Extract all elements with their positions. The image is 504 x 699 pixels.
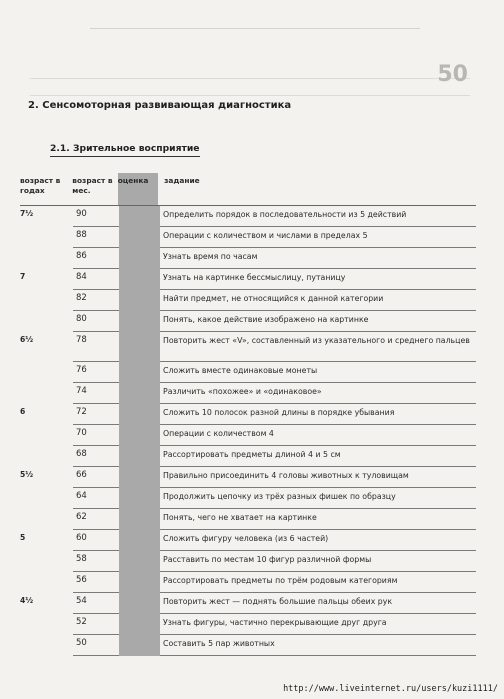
score-cell: [119, 311, 160, 332]
score-cell: [119, 530, 160, 551]
page-number: 50: [437, 62, 468, 87]
table-row: [20, 467, 476, 488]
months-cell: 90: [73, 206, 119, 227]
table-row: [20, 551, 476, 572]
section-title: 2. Сенсомоторная развивающая диагностика: [28, 100, 292, 111]
task-cell: Узнать на картинке бессмыслицу, путаницу: [160, 269, 476, 290]
score-cell: [119, 269, 160, 290]
table-row: [20, 269, 476, 290]
score-cell: [119, 614, 160, 635]
months-cell: 54: [73, 593, 119, 614]
header-task: задание: [164, 176, 200, 185]
task-cell: Найти предмет, не относящийся к данной категории: [160, 290, 476, 311]
months-cell: 72: [73, 404, 119, 425]
table-row: [20, 593, 476, 614]
score-cell: [119, 290, 160, 311]
score-cell: [119, 248, 160, 269]
score-cell: [119, 572, 160, 593]
age-cell: [20, 635, 73, 656]
months-cell: 76: [73, 362, 119, 383]
table-body: [20, 206, 476, 656]
header-age: возраст в годах: [20, 176, 61, 195]
task-cell: Узнать фигуры, частично перекрывающие друг друга: [160, 614, 476, 635]
table-row: [20, 488, 476, 509]
task-cell: Расставить по местам 10 фигур различной формы: [160, 551, 476, 572]
months-cell: 58: [73, 551, 119, 572]
age-cell: 7½: [20, 209, 34, 218]
table-row: [20, 509, 476, 530]
score-cell: [119, 551, 160, 572]
months-cell: 68: [73, 446, 119, 467]
subsection-title: 2.1. Зрительное восприятие: [50, 143, 200, 157]
table-row: [20, 446, 476, 467]
months-cell: 84: [73, 269, 119, 290]
task-cell: Продолжить цепочку из трёх разных фишек по образцу: [160, 488, 476, 509]
months-cell: 82: [73, 290, 119, 311]
age-cell: [20, 509, 73, 530]
task-cell: Рассортировать предметы по трём родовым категориям: [160, 572, 476, 593]
age-cell: [20, 572, 73, 593]
bleed-through-block: [30, 78, 470, 96]
task-cell: Различить «похожее» и «одинаковое»: [160, 383, 476, 404]
months-cell: 60: [73, 530, 119, 551]
task-cell: Понять, чего не хватает на картинке: [160, 509, 476, 530]
age-cell: [20, 248, 73, 269]
age-cell: [20, 446, 73, 467]
age-cell: 4½: [20, 596, 34, 605]
months-cell: 74: [73, 383, 119, 404]
table-row: [20, 332, 476, 362]
score-cell: [119, 593, 160, 614]
task-cell: Определить порядок в последовательности из 5 действий: [160, 206, 476, 227]
months-cell: 70: [73, 425, 119, 446]
header-score: оценка: [118, 173, 158, 205]
age-cell: [20, 425, 73, 446]
table-row: [20, 530, 476, 551]
bleed-through-line: [90, 28, 420, 29]
table-row: [20, 227, 476, 248]
score-cell: [119, 635, 160, 656]
table-row: [20, 425, 476, 446]
months-cell: 66: [73, 467, 119, 488]
months-cell: 62: [73, 509, 119, 530]
footer-url: http://www.liveinternet.ru/users/kuzi1111/: [283, 684, 498, 694]
task-cell: Составить 5 пар животных: [160, 635, 476, 656]
task-cell: Сложить фигуру человека (из 6 частей): [160, 530, 476, 551]
age-cell: [20, 383, 73, 404]
months-cell: 50: [73, 635, 119, 656]
age-cell: 7: [20, 272, 26, 281]
task-cell: Операции с количеством и числами в пределах 5: [160, 227, 476, 248]
months-cell: 78: [73, 332, 119, 362]
task-cell: Сложить вместе одинаковые монеты: [160, 362, 476, 383]
age-cell: 5: [20, 533, 26, 542]
task-cell: Рассортировать предметы длиной 4 и 5 см: [160, 446, 476, 467]
score-cell: [119, 488, 160, 509]
age-cell: [20, 551, 73, 572]
task-cell: Сложить 10 полосок разной длины в порядке убывания: [160, 404, 476, 425]
table-row: [20, 362, 476, 383]
age-cell: [20, 488, 73, 509]
task-cell: Правильно присоединить 4 головы животных к туловищам: [160, 467, 476, 488]
months-cell: 88: [73, 227, 119, 248]
score-cell: [119, 509, 160, 530]
header-months: возраст в мес.: [72, 176, 113, 195]
table-row: [20, 614, 476, 635]
task-cell: Узнать время по часам: [160, 248, 476, 269]
score-cell: [119, 383, 160, 404]
score-cell: [119, 206, 160, 227]
months-cell: 56: [73, 572, 119, 593]
age-cell: 6½: [20, 335, 34, 344]
age-cell: [20, 614, 73, 635]
age-cell: 5½: [20, 470, 34, 479]
score-cell: [119, 446, 160, 467]
score-cell: [119, 362, 160, 383]
age-cell: [20, 290, 73, 311]
score-cell: [119, 467, 160, 488]
task-cell: Понять, какое действие изображено на картинке: [160, 311, 476, 332]
table-row: [20, 290, 476, 311]
task-cell: Повторить жест — поднять большие пальцы обеих рук: [160, 593, 476, 614]
table-header: [20, 173, 476, 206]
table-row: [20, 248, 476, 269]
task-cell: Повторить жест «V», составленный из указательного и среднего пальцев: [160, 332, 476, 362]
table-row: [20, 311, 476, 332]
table-row: [20, 206, 476, 227]
months-cell: 64: [73, 488, 119, 509]
months-cell: 52: [73, 614, 119, 635]
table-row: [20, 383, 476, 404]
age-cell: [20, 227, 73, 248]
table-row: [20, 635, 476, 656]
score-cell: [119, 404, 160, 425]
score-cell: [119, 425, 160, 446]
age-cell: [20, 362, 73, 383]
score-cell: [119, 332, 160, 362]
age-cell: 6: [20, 407, 26, 416]
months-cell: 80: [73, 311, 119, 332]
score-cell: [119, 227, 160, 248]
assessment-table: [20, 173, 476, 656]
age-cell: [20, 311, 73, 332]
task-cell: Операции с количеством 4: [160, 425, 476, 446]
months-cell: 86: [73, 248, 119, 269]
table-row: [20, 572, 476, 593]
table-row: [20, 404, 476, 425]
